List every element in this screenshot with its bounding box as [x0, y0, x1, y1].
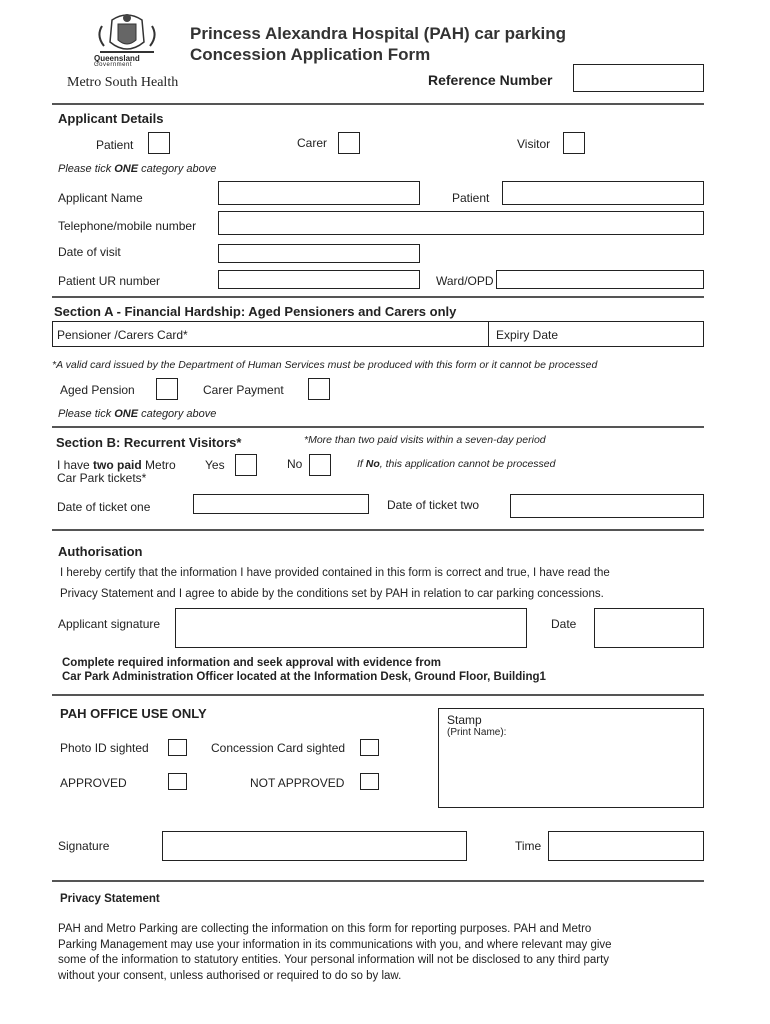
- concession-card-checkbox[interactable]: [360, 739, 379, 756]
- date-label: Date: [551, 617, 577, 631]
- ward-opd-label: Ward/OPD: [436, 274, 494, 288]
- ticket-two-date-field[interactable]: [510, 494, 704, 518]
- privacy-line: some of the information to statutory entities. Your personal information will not be disclosed to any third party: [58, 954, 610, 966]
- no-checkbox[interactable]: [309, 454, 331, 476]
- carer-checkbox[interactable]: [338, 132, 360, 154]
- aged-pension-label: Aged Pension: [60, 383, 135, 397]
- section-b-heading: Section B: Recurrent Visitors*: [56, 435, 242, 450]
- patient-field-label: Patient: [452, 191, 490, 205]
- reference-number-label: Reference Number: [428, 72, 553, 88]
- yes-checkbox[interactable]: [235, 454, 257, 476]
- officer-signature-label: Signature: [58, 839, 110, 853]
- not-approved-label: NOT APPROVED: [250, 776, 345, 790]
- telephone-field[interactable]: [218, 211, 704, 235]
- privacy-heading: Privacy Statement: [60, 893, 160, 905]
- tick-one-note: Please tick ONE category above: [58, 163, 217, 175]
- expiry-date-label: Expiry Date: [496, 328, 559, 342]
- carer-label: Carer: [297, 136, 328, 150]
- logo-text-queensland: Queensland: [94, 54, 140, 63]
- patient-checkbox[interactable]: [148, 132, 170, 154]
- photo-id-label: Photo ID sighted: [60, 741, 149, 755]
- time-field[interactable]: [548, 831, 704, 861]
- divider: [488, 322, 489, 346]
- authorisation-heading: Authorisation: [58, 544, 143, 559]
- card-requirement-note: *A valid card issued by the Department of Human Services must be produced with this form or it cannot be processed: [52, 359, 598, 371]
- logo-text-government: Government: [94, 62, 133, 68]
- form-title-line2: Concession Application Form: [190, 45, 431, 64]
- ward-opd-field[interactable]: [496, 270, 704, 289]
- applicant-name-label: Applicant Name: [58, 191, 143, 205]
- reference-number-field[interactable]: [573, 64, 704, 92]
- expiry-date-field[interactable]: [566, 322, 703, 346]
- stamp-label: Stamp: [447, 713, 482, 727]
- divider: [52, 694, 704, 696]
- date-of-visit-field[interactable]: [218, 244, 420, 263]
- certification-line1: I hereby certify that the information I have provided contained in this form is correct and true, I have read the: [60, 567, 610, 579]
- not-approved-checkbox[interactable]: [360, 773, 379, 790]
- instruction-line1: Complete required information and seek approval with evidence from: [62, 657, 441, 669]
- print-name-label: (Print Name):: [447, 727, 507, 738]
- applicant-details-heading: Applicant Details: [58, 111, 164, 126]
- divider: [52, 529, 704, 531]
- patient-name-field[interactable]: [502, 181, 704, 205]
- privacy-line: Parking Management may use your information in its communications with you, and where relevant may give: [58, 938, 612, 951]
- divider: [52, 103, 704, 105]
- carer-payment-label: Carer Payment: [203, 383, 284, 397]
- ticket-one-date-field[interactable]: [193, 494, 369, 514]
- concession-card-label: Concession Card sighted: [211, 741, 346, 755]
- date-of-visit-label: Date of visit: [58, 245, 121, 259]
- divider: [52, 880, 704, 882]
- approved-label: APPROVED: [60, 776, 127, 790]
- visitor-label: Visitor: [517, 137, 551, 151]
- officer-signature-field[interactable]: [162, 831, 467, 861]
- privacy-line: without your consent, unless authorised or required to do so by law.: [58, 969, 402, 982]
- office-use-heading: PAH OFFICE USE ONLY: [60, 706, 207, 721]
- tick-one-note: Please tick ONE category above: [58, 408, 217, 420]
- applicant-signature-label: Applicant signature: [58, 617, 161, 631]
- applicant-signature-field[interactable]: [175, 608, 527, 648]
- patient-ur-label: Patient UR number: [58, 274, 161, 288]
- yes-label: Yes: [205, 458, 225, 472]
- divider: [52, 426, 704, 428]
- approved-checkbox[interactable]: [168, 773, 187, 790]
- section-a-heading: Section A - Financial Hardship: Aged Pensioners and Carers only: [54, 304, 457, 319]
- telephone-label: Telephone/mobile number: [58, 219, 197, 233]
- form-title-line1: Princess Alexandra Hospital (PAH) car parking: [190, 24, 567, 43]
- ticket-two-label: Date of ticket two: [387, 498, 480, 512]
- divider: [52, 296, 704, 298]
- patient-label: Patient: [96, 138, 134, 152]
- photo-id-checkbox[interactable]: [168, 739, 187, 756]
- instruction-line2: Car Park Administration Officer located at the Information Desk, Ground Floor, Building1: [62, 671, 546, 683]
- two-paid-tickets-question: I have two paid Metro: [57, 458, 176, 472]
- ticket-one-label: Date of ticket one: [57, 500, 151, 514]
- visitor-checkbox[interactable]: [563, 132, 585, 154]
- no-label: No: [287, 457, 303, 471]
- patient-ur-field[interactable]: [218, 270, 420, 289]
- time-label: Time: [515, 839, 542, 853]
- qld-government-logo: [92, 12, 162, 68]
- privacy-statement: [58, 922, 708, 984]
- coat-of-arms-icon: [92, 12, 162, 58]
- certification-line2: Privacy Statement and I agree to abide by the conditions set by PAH in relation to car parking concessions.: [60, 588, 604, 600]
- recurrent-visitor-note: *More than two paid visits within a seven-day period: [304, 434, 546, 446]
- carer-payment-checkbox[interactable]: [308, 378, 330, 400]
- org-name: Metro South Health: [67, 75, 179, 90]
- pensioner-card-label: Pensioner /Carers Card*: [57, 328, 188, 342]
- privacy-line: PAH and Metro Parking are collecting the information on this form for reporting purposes. PAH and Metro: [58, 923, 592, 935]
- no-answer-note: If No, this application cannot be processed: [357, 458, 556, 470]
- aged-pension-checkbox[interactable]: [156, 378, 178, 400]
- two-paid-tickets-question-line2: Car Park tickets*: [57, 471, 147, 485]
- applicant-name-field[interactable]: [218, 181, 420, 205]
- authorisation-date-field[interactable]: [594, 608, 704, 648]
